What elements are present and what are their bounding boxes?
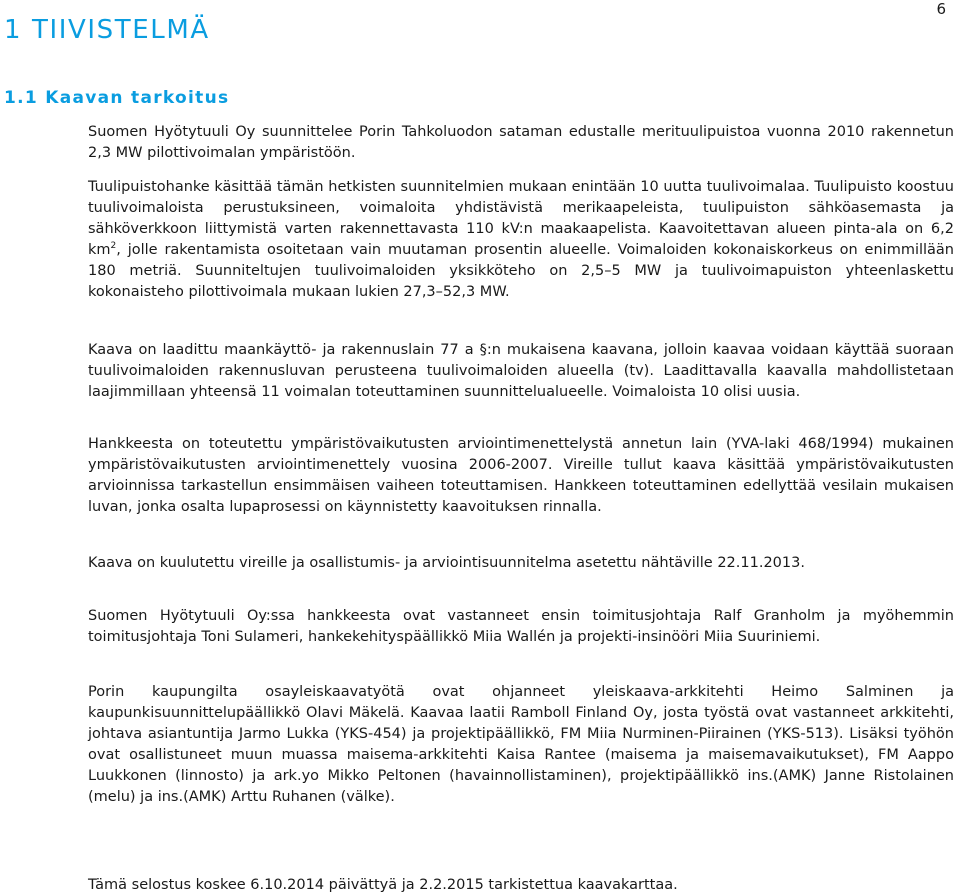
paragraph-project-intro: Suomen Hyötytuuli Oy suunnittelee Porin Tahkoluodon sataman edustalle merituulipuistoa vuonna 2010 rakennetun 2,3 MW pilottivoimalan ympäristöön. <box>88 124 954 161</box>
paragraph-document-date: Tämä selostus koskee 6.10.2014 päivättyä ja 2.2.2015 tarkistettua kaavakarttaa. <box>88 877 678 893</box>
page-number: 6 <box>936 0 946 18</box>
paragraph-eia: Hankkeesta on toteutettu ympäristövaikutusten arviointimenettelystä annetun lain (YVA-laki 468/1994) mukainen ympäristövaikutusten arviointimenettely vuosina 2006-2007. Vireille tullut kaava käsittää ympäristövaikutusten arvioinnissa tarkastellun ensimmäisen vaiheen toteuttamisen. Hankkeen toteuttaminen edellyttää vesilain mukaisen luvan, jonka osalta lupaprosessi on käynnistetty kaavoituksen rinnalla. <box>88 436 954 515</box>
superscript: 2 <box>110 241 117 252</box>
paragraph-text: Tuulipuistohanke käsittää tämän hetkisten suunnitelmien mukaan enintään 10 uutta tuulivoimalaa. Tuulipuisto koostuu tuulivoimaloista perustuksineen, voimaloita yhdistävistä merikaapeleista, tuulipuiston sähköasemasta ja sähköverkkoon liittymistä varten rakennettavasta 110 kV:n maakaapelista. Kaavoitettavan alueen pinta-ala on 6,2 km <box>88 179 954 258</box>
paragraph-company-responsibles: Suomen Hyötytuuli Oy:ssa hankkeesta ovat vastanneet ensin toimitusjohtaja Ralf Granholm ja myöhemmin toimitusjohtaja Toni Sulameri, hankekehityspäällikkö Miia Wallén ja projekti-insinööri Miia Suuriniemi. <box>88 608 954 645</box>
paragraph-city-and-consultants: Porin kaupungilta osayleiskaavatyötä ovat ohjanneet yleiskaava-arkkitehti Heimo Salminen ja kaupunkisuunnittelupäällikkö Olavi Mäkelä. Kaavaa laatii Ramboll Finland Oy, josta työstä ovat vastanneet arkkitehti, johtava asiantuntija Jarmo Lukka (YKS-454) ja projektipäällikkö, FM Miia Nurminen-Piirainen (YKS-513). Lisäksi työhön ovat osallistuneet muun muassa maisema-arkkitehti Kaisa Rantee (maisema ja maisemavaikutukset), FM Aappo Luukkonen (linnosto) ja ark.yo Mikko Peltonen (havainnollistaminen), projektipäällikkö ins.(AMK) Janne Ristolainen (melu) ja ins.(AMK) Arttu Ruhanen (välke). <box>88 684 954 805</box>
paragraph-text: , jolle rakentamista osoitetaan vain muutaman prosentin alueelle. Voimaloiden kokonaiskorkeus on enimmillään 180 metriä. Suunniteltujen tuulivoimaloiden yksikköteho on 2,5–5 MW ja tuulivoimapuiston yhteenlaskettu kokonaisteho pilottivoimala mukaan lukien 27,3–52,3 MW. <box>88 242 954 300</box>
paragraph-plan-type: Kaava on laadittu maankäyttö- ja rakennuslain 77 a §:n mukaisena kaavana, jolloin kaavaa voidaan käyttää suoraan tuulivoimaloiden rakennusluvan perusteena tuulivoimaloiden alueella (tv). Laadittavalla kaavalla mahdollistetaan laajimmillaan yhteensä 11 voimalan toteuttaminen suunnittelualueelle. Voimaloista 10 olisi uusia. <box>88 342 954 400</box>
paragraph-windpark-description <box>88 177 954 303</box>
chapter-heading: 1 TIIVISTELMÄ <box>4 15 210 45</box>
section-heading: 1.1 Kaavan tarkoitus <box>4 88 230 108</box>
paragraph-announcement: Kaava on kuulutettu vireille ja osallistumis- ja arviointisuunnitelma asetettu nähtäville 22.11.2013. <box>88 555 805 571</box>
